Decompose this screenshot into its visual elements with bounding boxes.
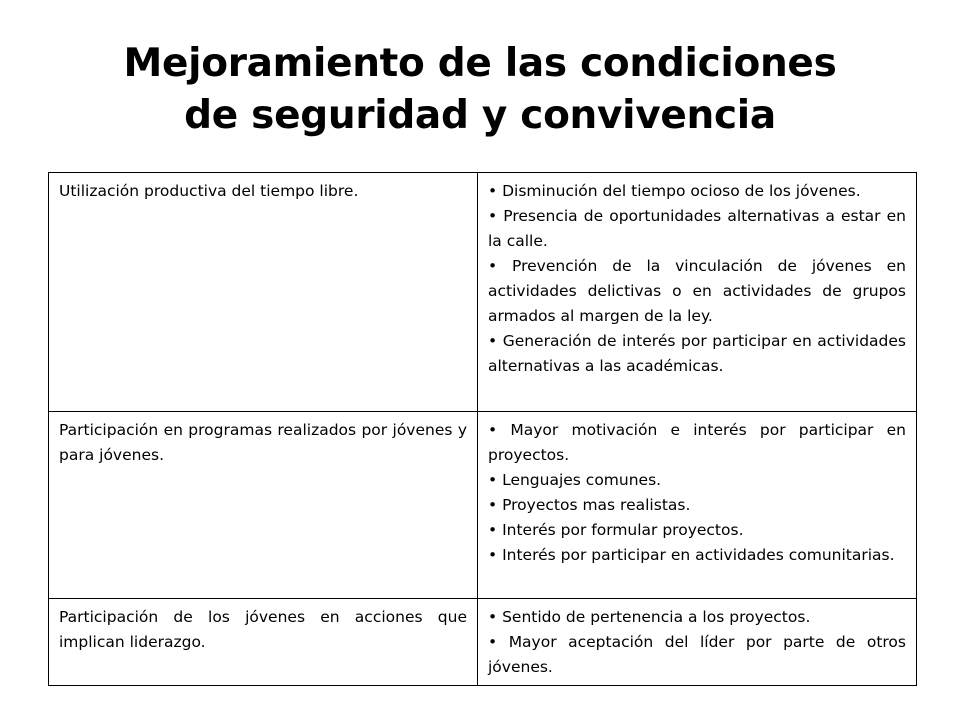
row-2-outcomes-cell	[478, 412, 917, 599]
list-item: • Disminución del tiempo ocioso de los jóvenes.	[488, 179, 906, 204]
row-3-topic-cell: Participación de los jóvenes en acciones que implican liderazgo.	[49, 599, 478, 686]
row-1-topic-cell: Utilización productiva del tiempo libre.	[49, 173, 478, 412]
slide-title-line-2: de seguridad y convivencia	[184, 93, 776, 138]
list-item: • Presencia de oportunidades alternativas a estar en la calle.	[488, 204, 906, 254]
list-item: • Lenguajes comunes.	[488, 468, 906, 493]
list-item: • Prevención de la vinculación de jóvenes en actividades delictivas o en actividades de grupos armados al margen de la ley.	[488, 254, 906, 329]
list-item: • Interés por participar en actividades comunitarias.	[488, 543, 906, 568]
row-1-outcomes-list	[488, 179, 906, 379]
list-item: • Interés por formular proyectos.	[488, 518, 906, 543]
table-row	[49, 599, 917, 686]
list-item: • Generación de interés por participar en actividades alternativas a las académicas.	[488, 329, 906, 379]
slide-title	[40, 38, 920, 142]
slide-title-line-1: Mejoramiento de las condiciones	[123, 41, 837, 86]
list-item: • Sentido de pertenencia a los proyectos.	[488, 605, 906, 630]
list-item: • Mayor motivación e interés por participar en proyectos.	[488, 418, 906, 468]
table-row	[49, 173, 917, 412]
list-item: • Mayor aceptación del líder por parte de otros jóvenes.	[488, 630, 906, 680]
list-item: • Proyectos mas realistas.	[488, 493, 906, 518]
row-3-outcomes-cell	[478, 599, 917, 686]
table-row	[49, 412, 917, 599]
row-2-outcomes-list	[488, 418, 906, 568]
content-table	[48, 172, 917, 686]
row-3-outcomes-list	[488, 605, 906, 680]
row-1-outcomes-cell	[478, 173, 917, 412]
row-2-topic-cell: Participación en programas realizados por jóvenes y para jóvenes.	[49, 412, 478, 599]
